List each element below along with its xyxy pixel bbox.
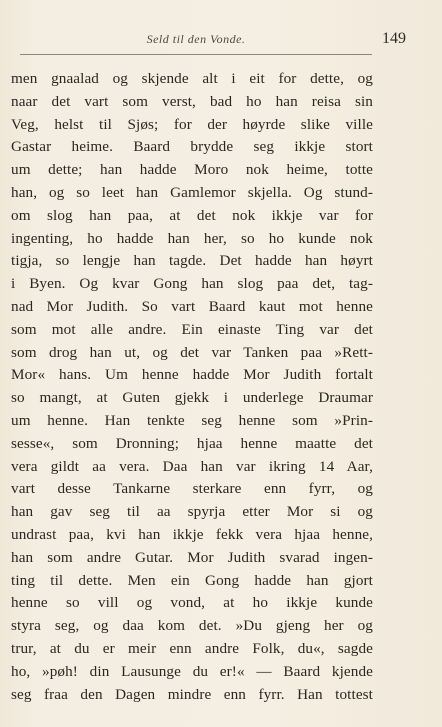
text-line: som drog han ut, og det var Tanken paa »Rett-	[11, 343, 373, 361]
page-number: 149	[382, 30, 406, 47]
text-line: trur, at du er meir enn andre Folk, du«, sagde	[11, 639, 373, 657]
text-line: Veg, helst til Sjøs; for der høyrde slike ville	[11, 115, 373, 133]
body-text	[11, 68, 373, 706]
text-line: naar det vart som verst, bad ho han reisa sin	[11, 92, 373, 110]
text-line: styra seg, og daa kom det. »Du gjeng her og	[11, 617, 373, 635]
text-line: han gav seg til aa spyrja etter Mor si og	[11, 503, 373, 521]
text-line: om slog han paa, at det nok ikkje var for	[11, 206, 373, 224]
text-line: sesse«, som Dronning; hjaa henne maatte det	[11, 434, 373, 452]
text-line: vart desse Tankarne sterkare enn fyrr, og	[11, 480, 373, 498]
text-line: tigja, so lengje han tagde. Det hadde han høyrt	[11, 252, 373, 270]
text-line: han, og so leet han Gamlemor skjella. Og stund-	[11, 183, 373, 201]
text-line: han som andre Gutar. Mor Judith svarad ingen-	[11, 548, 373, 566]
text-line: som mot alle andre. Ein einaste Ting var det	[11, 320, 373, 338]
text-line: undrast paa, kvi han ikkje fekk vera hjaa henne,	[11, 525, 373, 543]
running-title: Seld til den Vonde.	[146, 32, 246, 46]
text-line: ting til dette. Men ein Gong hadde han gjort	[11, 571, 373, 589]
text-line: seg fraa den Dagen mindre enn fyrr. Han tottest	[11, 685, 373, 703]
running-header	[20, 28, 372, 55]
text-line: so mangt, at Guten gjekk i underlege Draumar	[11, 389, 373, 407]
text-line: Mor« hans. Um henne hadde Mor Judith fortalt	[11, 366, 373, 384]
text-line: i Byen. Og kvar Gong han slog paa det, tag-	[11, 275, 373, 293]
text-line: vera gildt aa vera. Daa han var ikring 14 Aar,	[11, 457, 373, 475]
text-line: um henne. Han tenkte seg henne som »Prin-	[11, 411, 373, 429]
text-line: ingenting, ho hadde han her, so ho kunde nok	[11, 229, 373, 247]
text-line: henne so vill og vond, at ho ikkje kunde	[11, 594, 373, 612]
text-line: nad Mor Judith. So vart Baard kaut mot henne	[11, 297, 373, 315]
text-line: ho, »pøh! din Lausunge du er!« — Baard kjende	[11, 662, 373, 680]
text-line: men gnaalad og skjende alt i eit for dette, og	[11, 70, 373, 87]
text-line: um dette; han hadde Moro nok heime, totte	[11, 161, 373, 179]
text-line: Gastar heime. Baard brydde seg ikkje stort	[11, 138, 373, 156]
